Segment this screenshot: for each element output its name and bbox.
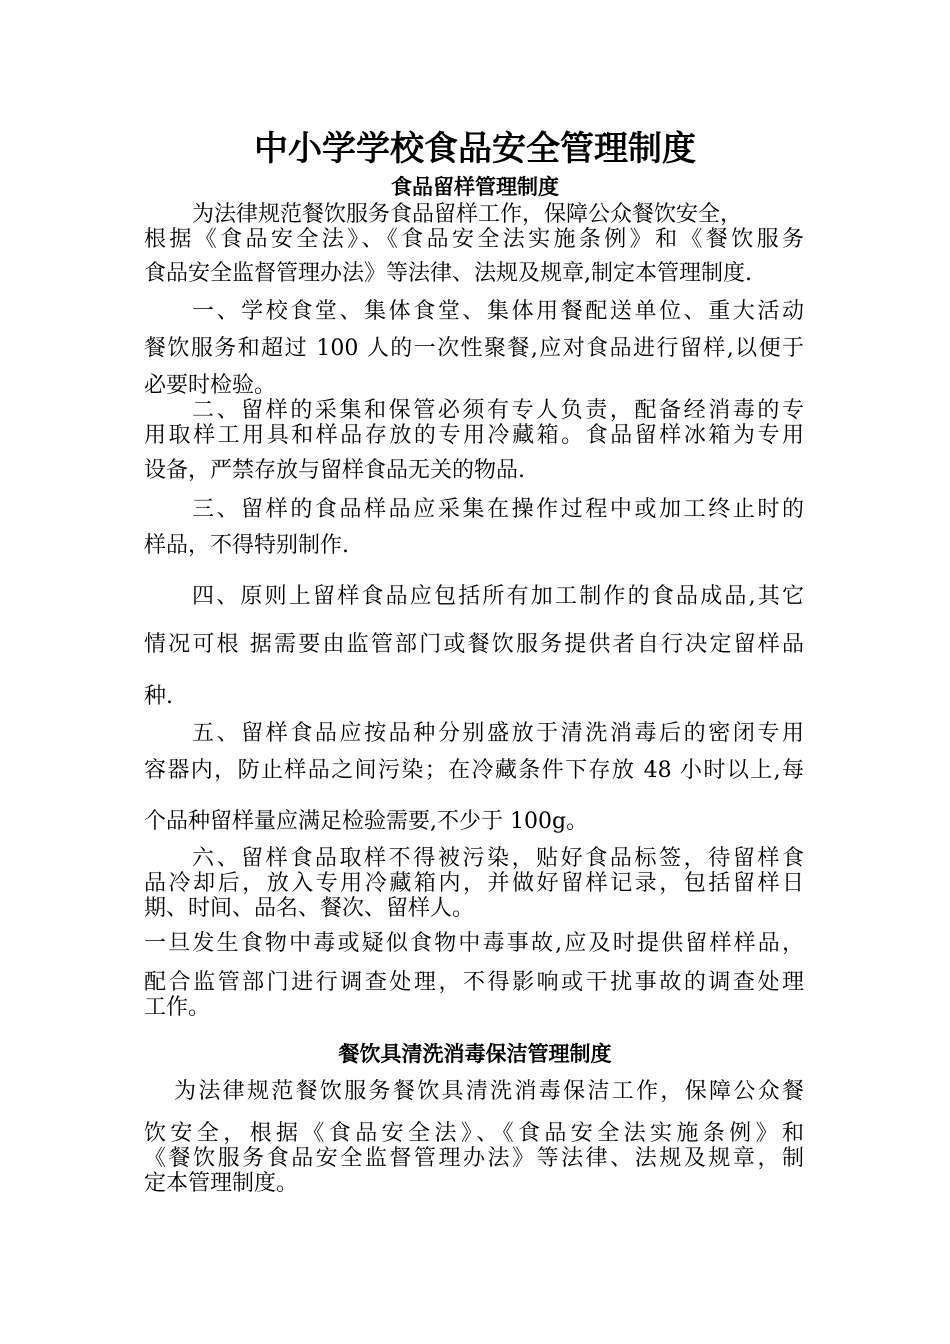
paragraph-line: 容器内，防止样品之间污染；在冷藏条件下存放 48 小时以上,每: [144, 758, 804, 783]
paragraph-line: 为法律规范餐饮服务食品留样工作，保障公众餐饮安全，: [192, 202, 743, 227]
paragraph-line: 期、时间、品名、餐次、留样人。: [144, 896, 475, 921]
paragraph-line: 样品，不得特别制作.: [144, 533, 349, 558]
paragraph-line: 种.: [144, 684, 173, 709]
section-heading-tableware-cleaning: 餐饮具清洗消毒保洁管理制度: [338, 1042, 612, 1066]
paragraph-line: 为法律规范餐饮服务餐饮具清洗消毒保洁工作，保障公众餐: [174, 1079, 804, 1104]
paragraph-line: 六、留样食品取样不得被污染，贴好食品标签，待留样食: [192, 846, 804, 871]
paragraph-line: 五、留样食品应按品种分别盛放于清洗消毒后的密闭专用: [192, 721, 804, 746]
paragraph-line: 个品种留样量应满足检验需要,不少于 100g。: [144, 809, 589, 834]
paragraph-line: 食品安全监督管理办法》等法律、法规及规章,制定本管理制度.: [144, 261, 752, 286]
paragraph-line: 根据《食品安全法》、《食品安全法实施条例》和《餐饮服务: [144, 227, 804, 252]
paragraph-line: 定本管理制度。: [144, 1171, 299, 1196]
paragraph-line: 用取样工用具和样品存放的专用冷藏箱。食品留样冰箱为专用: [144, 423, 804, 448]
paragraph-line: 必要时检验。: [144, 373, 277, 398]
paragraph-line: 情况可根 据需要由监管部门或餐饮服务提供者自行决定留样品: [144, 632, 804, 657]
paragraph-line: 一、学校食堂、集体食堂、集体用餐配送单位、重大活动: [192, 299, 804, 324]
paragraph-line: 一旦发生食物中毒或疑似食物中毒事故,应及时提供留样样品，: [144, 931, 804, 956]
paragraph-line: 三、留样的食品样品应采集在操作过程中或加工终止时的: [192, 497, 804, 522]
paragraph-line: 饮安全，根据《食品安全法》、《食品安全法实施条例》和: [144, 1121, 804, 1146]
paragraph-line: 二、留样的采集和保管必须有专人负责，配备经消毒的专: [192, 398, 804, 423]
paragraph-line: 餐饮服务和超过 100 人的一次性聚餐,应对食品进行留样,以便于: [144, 336, 804, 361]
paragraph-line: 品冷却后，放入专用冷藏箱内，并做好留样记录，包括留样日: [144, 871, 804, 896]
paragraph-line: 设备，严禁存放与留样食品无关的物品.: [144, 458, 525, 483]
paragraph-line: 工作。: [144, 995, 211, 1020]
document-title: 中小学学校食品安全管理制度: [254, 129, 696, 169]
paragraph-line: 四、原则上留样食品应包括所有加工制作的食品成品,其它: [192, 584, 804, 609]
paragraph-line: 《餐饮服务食品安全监督管理办法》等法律、法规及规章，制: [144, 1146, 804, 1171]
section-heading-sample-retention: 食品留样管理制度: [391, 175, 559, 199]
paragraph-line: 配合监管部门进行调查处理，不得影响或干扰事故的调查处理: [144, 970, 804, 995]
